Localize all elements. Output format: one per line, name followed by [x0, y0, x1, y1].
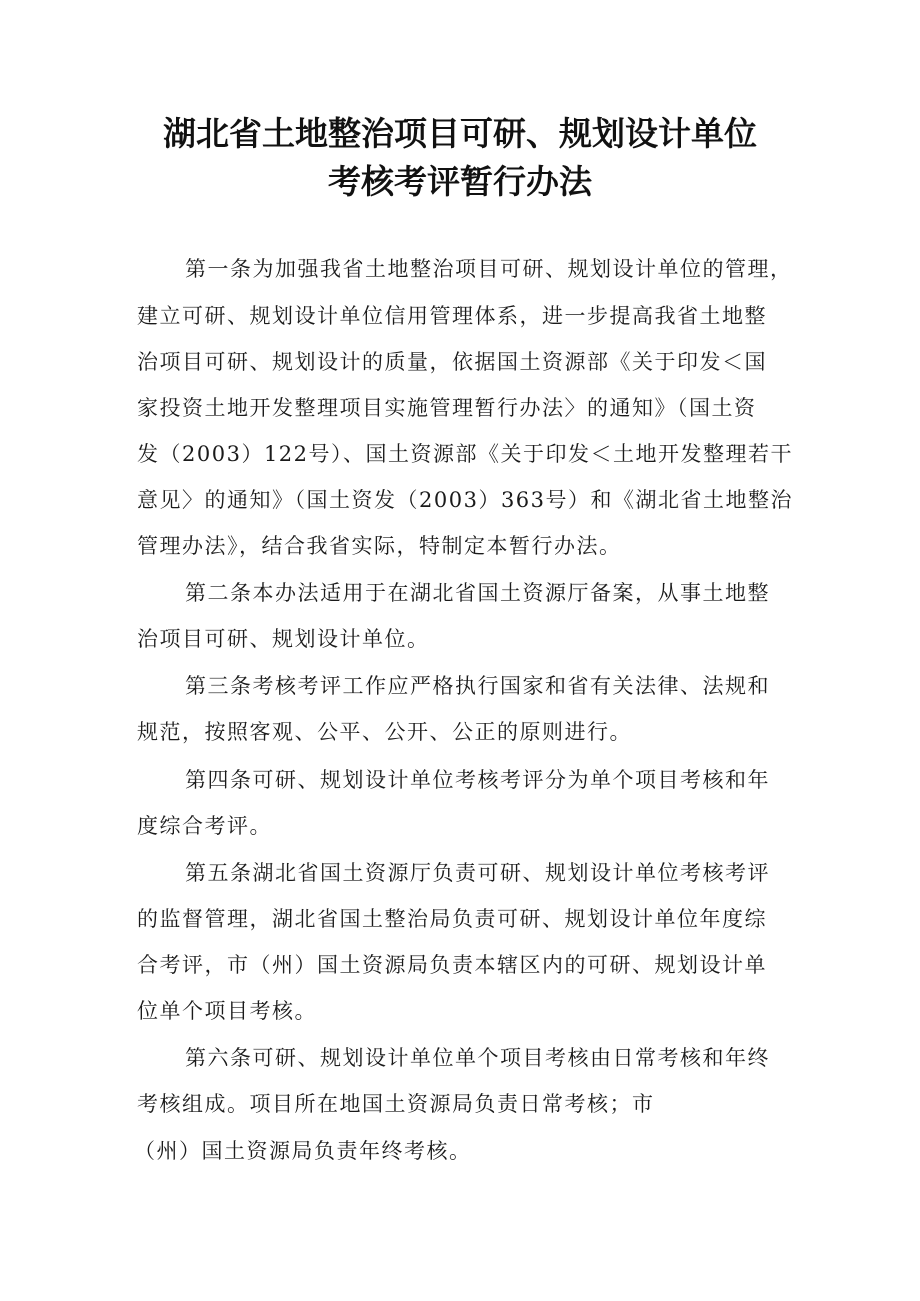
article-4-line: 度综合考评。	[137, 814, 272, 838]
article-5-line: 合考评，市（州）国土资源局负责本辖区内的可研、规划设计单	[137, 953, 767, 977]
document-title-line-1: 湖北省土地整治项目可研、规划设计单位	[163, 114, 757, 153]
article-2-line: 治项目可研、规划设计单位。	[137, 627, 430, 651]
article-1-line: 意见〉的通知》（国土资发（2003）363号）和《湖北省土地整治	[137, 488, 794, 512]
article-3-line: 第三条考核考评工作应严格执行国家和省有关法律、法规和	[185, 674, 770, 698]
article-6-line: （州）国土资源局负责年终考核。	[134, 1139, 472, 1163]
article-1-line: 第一条为加强我省土地整治项目可研、规划设计单位的管理，	[185, 257, 793, 281]
article-6-line: 考核组成。项目所在地国土资源局负责日常考核；市	[137, 1092, 655, 1116]
article-1-line: 发（2003）122号）、国土资源部《关于印发＜土地开发整理若干	[137, 442, 794, 466]
article-2-line: 第二条本办法适用于在湖北省国土资源厅备案，从事土地整	[185, 581, 770, 605]
article-1-line: 家投资土地开发整理项目实施管理暂行办法〉的通知》（国土资	[137, 396, 757, 420]
article-6-line: 第六条可研、规划设计单位单个项目考核由日常考核和年终	[185, 1046, 770, 1070]
article-1-line: 建立可研、规划设计单位信用管理体系，进一步提高我省土地整	[137, 304, 767, 328]
article-5-line: 位单个项目考核。	[137, 999, 317, 1023]
document-title-line-2: 考核考评暂行办法	[328, 162, 592, 201]
article-1-line: 管理办法》，结合我省实际，特制定本暂行办法。	[137, 534, 622, 558]
article-4-line: 第四条可研、规划设计单位考核考评分为单个项目考核和年	[185, 768, 770, 792]
article-5-line: 第五条湖北省国土资源厅负责可研、规划设计单位考核考评	[185, 861, 770, 885]
article-5-line: 的监督管理，湖北省国土整治局负责可研、规划设计单位年度综	[137, 907, 767, 931]
article-1-line: 治项目可研、规划设计的质量，依据国土资源部《关于印发＜国	[137, 350, 767, 374]
article-3-line: 规范，按照客观、公平、公开、公正的原则进行。	[137, 720, 632, 744]
